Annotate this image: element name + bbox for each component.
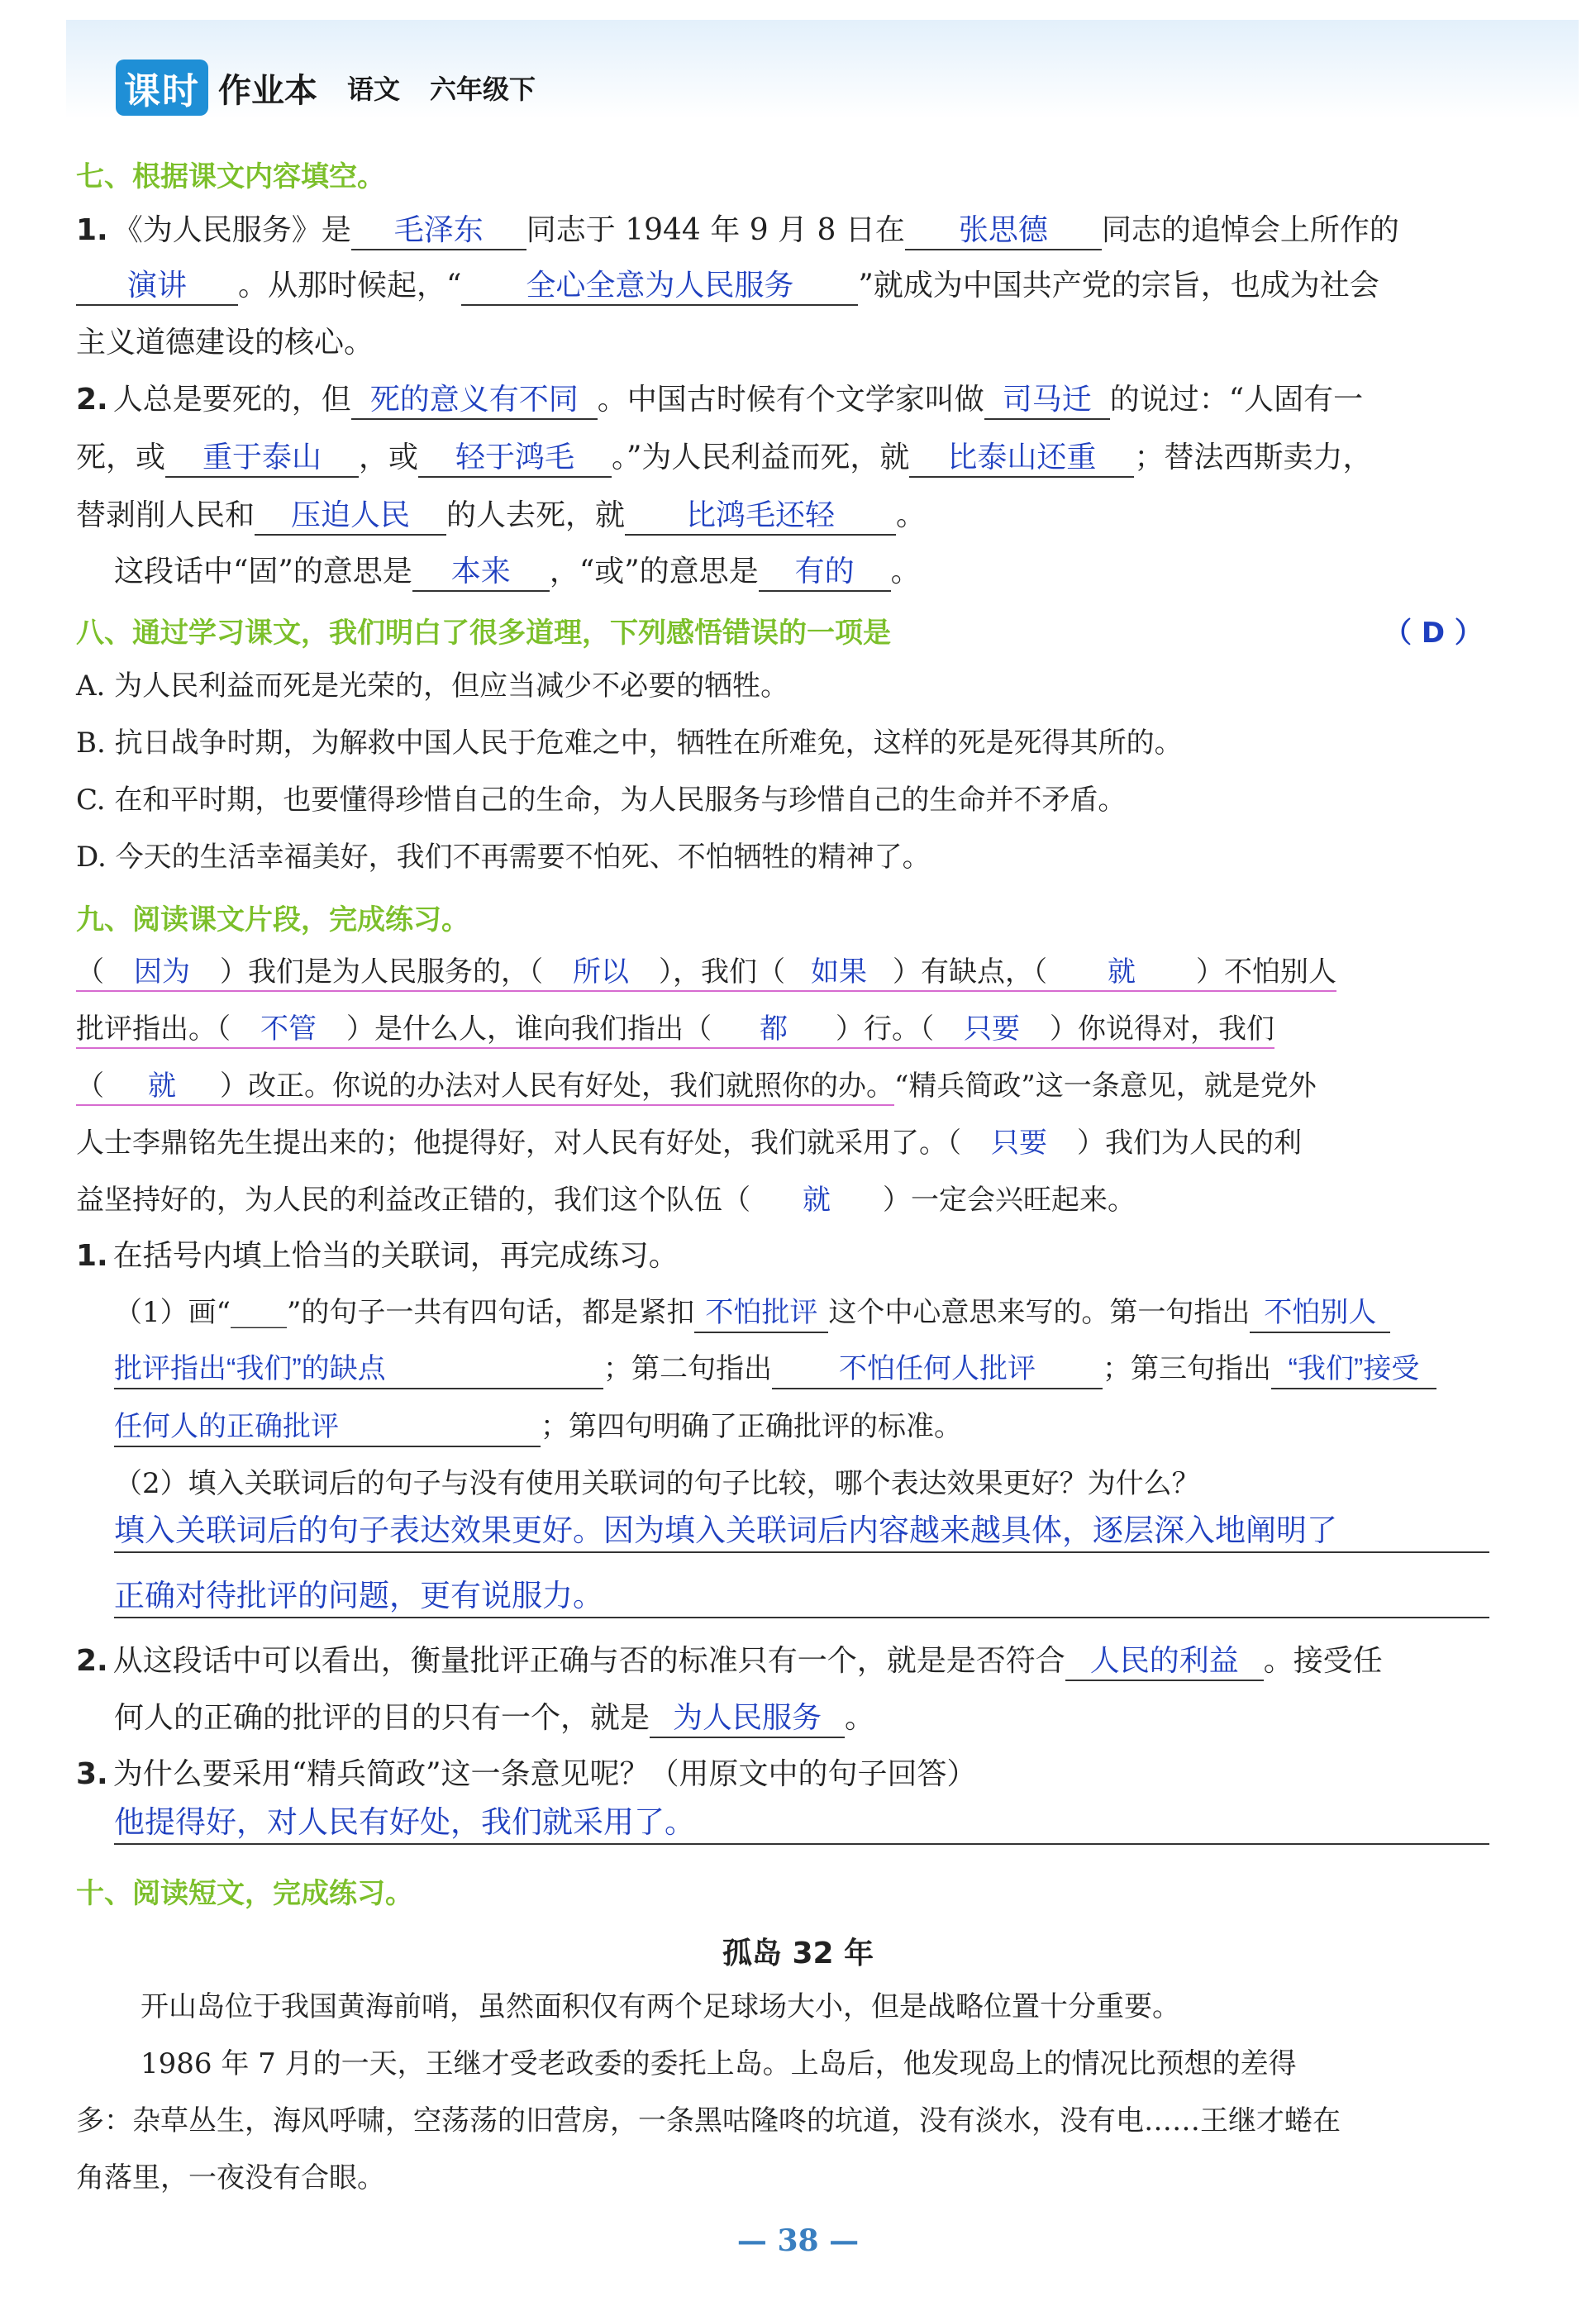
fill-blank[interactable]: 死的意义有不同 <box>351 380 598 420</box>
text: 我们为人民的利 <box>1105 1127 1302 1160</box>
section-8-title <box>76 610 1483 650</box>
text: 你说得对，我们 <box>1078 1013 1274 1046</box>
text: ，“或”的意思是 <box>549 555 759 588</box>
grade-label: 六年级下 <box>430 74 536 105</box>
fill-blank[interactable]: 比鸿毛还轻 <box>625 496 896 536</box>
text: ；第三句指出 <box>1103 1352 1271 1385</box>
question-number: 2. <box>76 383 108 417</box>
text: 同志的追悼会上所作的 <box>1101 213 1399 247</box>
question-number: 1. <box>76 1239 108 1273</box>
fill-blank[interactable]: 司马迁 <box>984 380 1110 420</box>
text: 行。 <box>864 1013 920 1046</box>
text: ，我们 <box>673 955 757 989</box>
conjunction-blank[interactable]: 都 <box>760 1013 788 1045</box>
text: 的人去死，就 <box>446 498 626 532</box>
text: 批评指出。 <box>76 1013 217 1046</box>
s7-q2-line2 <box>76 438 1489 478</box>
article-paragraph: 1986 年 7 月的一天，王继才受老政委的委托上岛。上岛后，他发现岛上的情况比预想的差得 <box>141 2047 1297 2080</box>
text: ”就成为中国共产党的宗旨，也成为社会 <box>858 269 1379 303</box>
conjunction-blank[interactable]: 就 <box>1108 956 1136 988</box>
option-d: D. 今天的生活幸福美好，我们不再需要不怕死、不怕牺牲的精神了。 <box>76 841 931 874</box>
passage-line-1 <box>76 953 1489 991</box>
fill-blank[interactable]: 比泰山还重 <box>909 438 1134 478</box>
s9-q2-line2 <box>114 1699 1527 1738</box>
s9-q3 <box>76 1756 1489 1794</box>
s9-q1 <box>76 1237 1489 1275</box>
text: （1）画“____”的句子一共有四句话，都是紧扣 <box>114 1296 695 1329</box>
brand-name: 作业本 <box>218 71 317 110</box>
section-9-title: 九、阅读课文片段，完成练习。 <box>76 903 469 936</box>
s9-q1-1-line1 <box>114 1294 1527 1333</box>
fill-blank[interactable]: 毛泽东 <box>351 211 526 250</box>
fill-blank[interactable]: 任何人的正确批评 <box>114 1408 541 1447</box>
text: 这段话中“固”的意思是 <box>114 555 412 588</box>
text: 同志于 1944 年 9 月 8 日在 <box>526 213 905 247</box>
text: 。中国古时候有个文学家叫做 <box>597 383 984 417</box>
conjunction-blank[interactable]: 只要 <box>964 1013 1020 1045</box>
choice-answer[interactable]: （ D ） <box>1384 617 1483 650</box>
article-title: 孤岛 32 年 <box>722 1937 874 1970</box>
fill-blank[interactable]: 人民的利益 <box>1065 1642 1264 1681</box>
underlined-sentence: （ 因为 ）我们是为人民服务的，（ 所以 ），我们（ 如果 ）有缺点，（ 就 ）不怕别人 <box>76 955 1336 992</box>
option-a: A. 为人民利益而死是光荣的，但应当减少不必要的牺牲。 <box>76 669 789 703</box>
text: 。 <box>845 1701 875 1735</box>
fill-blank[interactable]: 不怕任何人批评 <box>772 1350 1103 1389</box>
fill-blank[interactable]: 压迫人民 <box>255 496 446 536</box>
fill-blank[interactable]: 轻于鸿毛 <box>418 438 612 478</box>
text: 这个中心意思来写的。第一句指出 <box>828 1296 1251 1329</box>
text: 主义道德建设的核心。 <box>76 326 374 360</box>
passage-line-5: 益坚持好的，为人民的利益改正错的，我们这个队伍（ 就 ）一定会兴旺起来。 <box>76 1181 1489 1219</box>
conjunction-blank[interactable]: 不管 <box>260 1013 317 1045</box>
fill-blank[interactable]: 本来 <box>412 552 550 592</box>
underlined-sentence: 批评指出。（ 不管 ）是什么人，谁向我们指出（ 都 ）行。（ 只要 ）你说得对，我们 <box>76 1013 1274 1049</box>
fill-blank[interactable]: 不怕批评 <box>694 1294 828 1333</box>
text: 。 <box>896 498 927 532</box>
page-number: — 38 — <box>736 2223 860 2258</box>
question-number: 1. <box>76 213 108 247</box>
text: 何人的正确的批评的目的只有一个，就是 <box>114 1701 650 1735</box>
article-paragraph: 多：杂草丛生，海风呼啸，空荡荡的旧营房，一条黑咕隆咚的坑道，没有淡水，没有电……王继才蜷在 <box>76 2104 1341 2137</box>
section-7-title: 七、根据课文内容填空。 <box>76 160 385 193</box>
brand-logo: 课时 <box>116 60 208 116</box>
text: ；第四句明确了正确批评的标准。 <box>541 1410 962 1443</box>
header-brand <box>116 60 536 116</box>
fill-blank[interactable]: 张思德 <box>905 211 1102 250</box>
question-number: 3. <box>76 1757 108 1791</box>
s7-q2-line1 <box>76 380 1489 420</box>
conjunction-blank[interactable]: 所以 <box>573 956 629 988</box>
section-8-title-text: 八、通过学习课文，我们明白了很多道理，下列感悟错误的一项是 <box>76 617 891 650</box>
conjunction-blank[interactable]: 只要 <box>991 1127 1047 1159</box>
text: 一定会兴旺起来。 <box>911 1184 1136 1217</box>
text: 的说过：“人固有一 <box>1109 383 1364 417</box>
fill-blank[interactable]: 有的 <box>759 552 891 592</box>
passage-line-4: 人士李鼎铭先生提出来的；他提得好，对人民有好处，我们就采用了。（ 只要 ）我们为人民的利 <box>76 1124 1489 1162</box>
text: 替剥削人民和 <box>76 498 255 532</box>
text: 有缺点， <box>921 955 1033 989</box>
conjunction-blank[interactable]: 如果 <box>811 956 867 988</box>
fill-blank[interactable]: 为人民服务 <box>650 1699 845 1738</box>
s9-q1-1-line2 <box>114 1350 1527 1389</box>
fill-blank[interactable]: 全心全意为人民服务 <box>461 266 858 306</box>
text: 从这段话中可以看出，衡量批评正确与否的标准只有一个，就是是否符合 <box>112 1644 1065 1678</box>
s7-q2-line3 <box>76 496 1489 536</box>
option-c: C. 在和平时期，也要懂得珍惜自己的生命，为人民服务与珍惜自己的生命并不矛盾。 <box>76 784 1127 817</box>
s9-q2-line1 <box>76 1642 1489 1681</box>
fill-blank[interactable]: 重于泰山 <box>165 438 359 478</box>
text: 。从那时候起，“ <box>238 269 462 303</box>
option-b: B. 抗日战争时期，为解救中国人民于危难之中，牺牲在所难免，这样的死是死得其所的。 <box>76 727 1183 760</box>
question-number: 2. <box>76 1644 108 1678</box>
fill-blank[interactable]: 不怕别人 <box>1250 1294 1390 1333</box>
text: 益坚持好的，为人民的利益改正错的，我们这个队伍 <box>76 1184 722 1217</box>
text: 为什么要采用“精兵简政”这一条意见呢？（用原文中的句子回答） <box>112 1757 977 1791</box>
text: ；替法西斯卖力， <box>1134 441 1373 474</box>
text: 我们是为人民服务的， <box>248 955 529 989</box>
text: 死，或 <box>76 441 166 474</box>
s9-q1-2: （2）填入关联词后的句子与没有使用关联词的句子比较，哪个表达效果更好？为什么？ <box>114 1467 1200 1500</box>
text: 《为人民服务》是 <box>112 213 351 247</box>
answer-line[interactable]: 正确对待批评的问题，更有说服力。 <box>114 1575 1489 1618</box>
fill-blank[interactable]: 演讲 <box>76 266 238 306</box>
passage-line-3 <box>76 1067 1489 1105</box>
conjunction-blank[interactable]: 就 <box>148 1070 176 1102</box>
text: ，或 <box>359 441 419 474</box>
conjunction-blank[interactable]: 因为 <box>134 956 190 988</box>
text: 人士李鼎铭先生提出来的；他提得好，对人民有好处，我们就采用了。 <box>76 1127 947 1160</box>
article-paragraph: 开山岛位于我国黄海前哨，虽然面积仅有两个足球场大小，但是战略位置十分重要。 <box>141 1990 1180 2023</box>
s7-q1-line2 <box>76 266 1489 306</box>
s7-q1-line3 <box>76 324 1489 362</box>
article-paragraph: 角落里，一夜没有合眼。 <box>76 2161 385 2194</box>
text: 是什么人，谁向我们指出 <box>374 1013 684 1046</box>
underlined-sentence: （ 就 ）改正。你说的办法对人民有好处，我们就照你的办。 <box>76 1070 894 1106</box>
text: ；第二句指出 <box>603 1352 772 1385</box>
s9-q1-1-line3 <box>114 1408 1527 1447</box>
text: 人总是要死的，但 <box>112 383 351 417</box>
subject-label: 语文 <box>347 74 401 105</box>
conjunction-blank[interactable]: 就 <box>803 1184 831 1216</box>
text: 在括号内填上恰当的关联词，再完成练习。 <box>112 1239 679 1273</box>
text: 。 <box>890 555 921 588</box>
text: 不怕别人 <box>1224 955 1336 989</box>
text: 。”为人民利益而死，就 <box>612 441 910 474</box>
text: “精兵简政”这一条意见，就是党外 <box>894 1070 1317 1103</box>
passage-line-2 <box>76 1010 1489 1048</box>
answer-line[interactable]: 他提得好，对人民有好处，我们就采用了。 <box>114 1802 1489 1845</box>
s7-q2-line4 <box>114 552 1527 592</box>
text: 。接受任 <box>1263 1644 1383 1678</box>
text: 改正。你说的办法对人民有好处，我们就照你的办。 <box>248 1070 894 1103</box>
fill-blank[interactable]: “我们”接受 <box>1271 1350 1436 1389</box>
fill-blank[interactable]: 批评指出“我们”的缺点 <box>114 1350 603 1389</box>
answer-line[interactable]: 填入关联词后的句子表达效果更好。因为填入关联词后内容越来越具体，逐层深入地阐明了 <box>114 1510 1489 1553</box>
s7-q1-line1 <box>76 211 1489 250</box>
section-10-title: 十、阅读短文，完成练习。 <box>76 1877 413 1910</box>
